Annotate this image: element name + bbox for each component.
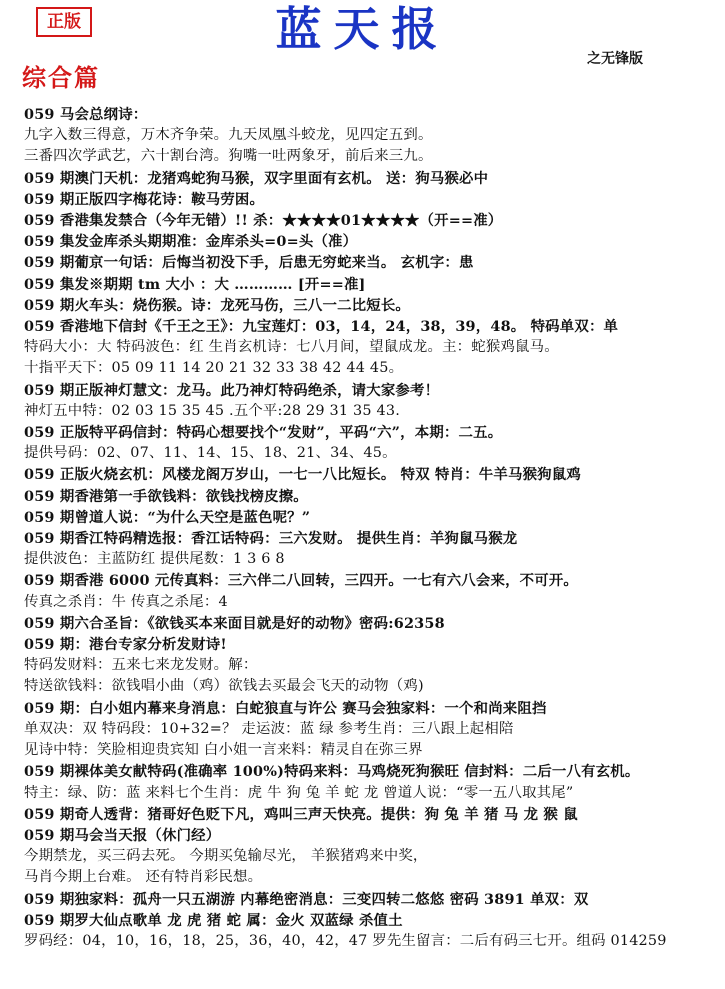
- newspaper-title: 蓝天报: [275, 2, 450, 56]
- text-line: 059 期香江特码精选报：香江话特码：三六发财。 提供生肖：羊狗鼠马猴龙: [24, 530, 518, 548]
- text-line: 059 香港集发禁合（今年无错）!! 杀：★★★★01★★★★（开==准）: [24, 212, 503, 230]
- article-body: [24, 104, 724, 952]
- text-line: 059 期正版神灯慧文：龙马。此乃神灯特码绝杀，请大家参考！: [24, 381, 440, 399]
- text-line: 三番四次学武艺，六十割台湾。狗嘴一吐两象牙，前后来三九。: [24, 148, 433, 165]
- text-line: 059 期：白小姐内幕来身消息：白蛇狼直与许公 赛马会独家料：一个和尚来阻挡: [24, 699, 547, 717]
- text-line: 059 香港地下信封《千王之王》：九宝莲灯：03，14，24，38，39，48。 特码单双：单: [24, 318, 619, 336]
- text-line: 单双决：双 特码段：10+32=？ 走运波：蓝 绿 参考生肖：三八跟上起相陪: [24, 720, 514, 737]
- text-line: 059 期曾道人说：“为什么天空是蓝色呢？”: [24, 508, 311, 526]
- text-line: 059 正版火烧玄机：风楼龙阁万岁山，一七一八比短长。 特双 特肖：牛羊马猴狗鼠鸡: [24, 466, 581, 484]
- text-line: 提供波色：主蓝防红 提供尾数：1 3 6 8: [24, 551, 285, 568]
- text-line: 今期禁龙，买三码去死。 今期买兔输尽光， 羊猴猪鸡来中奖，: [24, 848, 428, 865]
- text-line: 特送欲钱料：欲钱唱小曲（鸡）欲钱去买最会飞天的动物（鸡): [24, 678, 424, 695]
- text-line: 059 期葡京一句话：后悔当初没下手，后患无穷蛇来当。 玄机字：患: [24, 254, 474, 272]
- text-line: 提供号码：02、07、11、14、15、18、21、34、45。: [24, 445, 397, 462]
- text-line: 059 期独家料：孤舟一只五湖游 内幕绝密消息：三变四转二悠悠 密码 3891 单双：双: [24, 890, 589, 908]
- text-line: 九字入数三得意，万木齐争荣。九天凤凰斗蛟龙，见四定五到。: [24, 127, 433, 144]
- text-line: 059 集发※期期 tm 大小 ：大 ………… [开==准]: [24, 275, 366, 293]
- text-line: 传真之杀肖：牛 传真之杀尾：4: [24, 593, 228, 610]
- text-line: 059 期裸体美女献特码(准确率 100%)特码来料：马鸡烧死狗猴旺 信封料：二后一八有玄机。: [24, 763, 640, 781]
- text-line: 059 正版特平码信封：特码心想要找个“发财”，平码“六”，本期：二五。: [24, 424, 503, 442]
- text-line: 神灯五中特：02 03 15 35 45 .五个平:28 29 31 35 43.: [24, 402, 400, 419]
- edition-label: 之无锋版: [587, 51, 643, 67]
- text-line: 罗码经：04，10，16，18，25，36，40，42，47 罗先生留言：二后有码三七开。组码 014259: [24, 932, 667, 949]
- text-line: 059 期奇人透背：猪哥好色贬下凡，鸡叫三声天快亮。提供：狗 兔 羊 猪 马 龙 猴 鼠: [24, 805, 578, 823]
- text-line: 059 马会总纲诗：: [24, 106, 148, 123]
- text-line: 见诗中特：笑脸相迎贵宾知 白小姐一言来料：精灵自在弥三界: [24, 742, 423, 759]
- text-line: 059 期六合圣旨：《欲钱买本来面目就是好的动物》密码:62358: [24, 614, 445, 632]
- section-heading: 综合篇: [22, 63, 100, 92]
- text-line: 十指平天下：05 09 11 14 20 21 32 33 38 42 44 45。: [24, 360, 404, 377]
- text-line: 059 期火车头：烧伤猴。诗：龙死马伤，三八一二比短长。: [24, 296, 411, 314]
- text-line: 059 期香港第一手欲钱料：欲钱找榜皮擦。: [24, 487, 308, 505]
- text-line: 059 期：港台专家分析发财诗!: [24, 636, 227, 654]
- text-line: 059 期正版四字梅花诗：鞍马劳困。: [24, 190, 265, 208]
- text-line: 059 期罗大仙点歌单 龙 虎 猪 蛇 属：金火 双蓝绿 杀值土: [24, 911, 403, 929]
- text-line: 059 期澳门天机：龙猪鸡蛇狗马猴，双字里面有玄机。 送：狗马猴必中: [24, 169, 489, 187]
- text-line: 特码发财料：五来七来龙发财。解：: [24, 657, 258, 674]
- edition-badge: 正版: [36, 7, 92, 37]
- text-line: 特主：绿、防：蓝 来料七个生肖：虎 牛 狗 兔 羊 蛇 龙 曾道人说：“零一五八取其尾”: [24, 784, 574, 801]
- text-line: 059 集发金库杀头期期准：金库杀头=0=头（准）: [24, 233, 358, 251]
- text-line: 马肖今期上台难。 还有特肖彩民想。: [24, 869, 263, 886]
- text-line: 特码大小：大 特码波色：红 生肖玄机诗：七八月间，望鼠成龙。主：蛇猴鸡鼠马。: [24, 339, 559, 356]
- text-line: 059 期香港 6000 元传真料：三六伴二八回转，三四开。一七有六八会来，不可开。: [24, 572, 579, 590]
- text-line: 059 期马会当天报（休门经）: [24, 826, 221, 844]
